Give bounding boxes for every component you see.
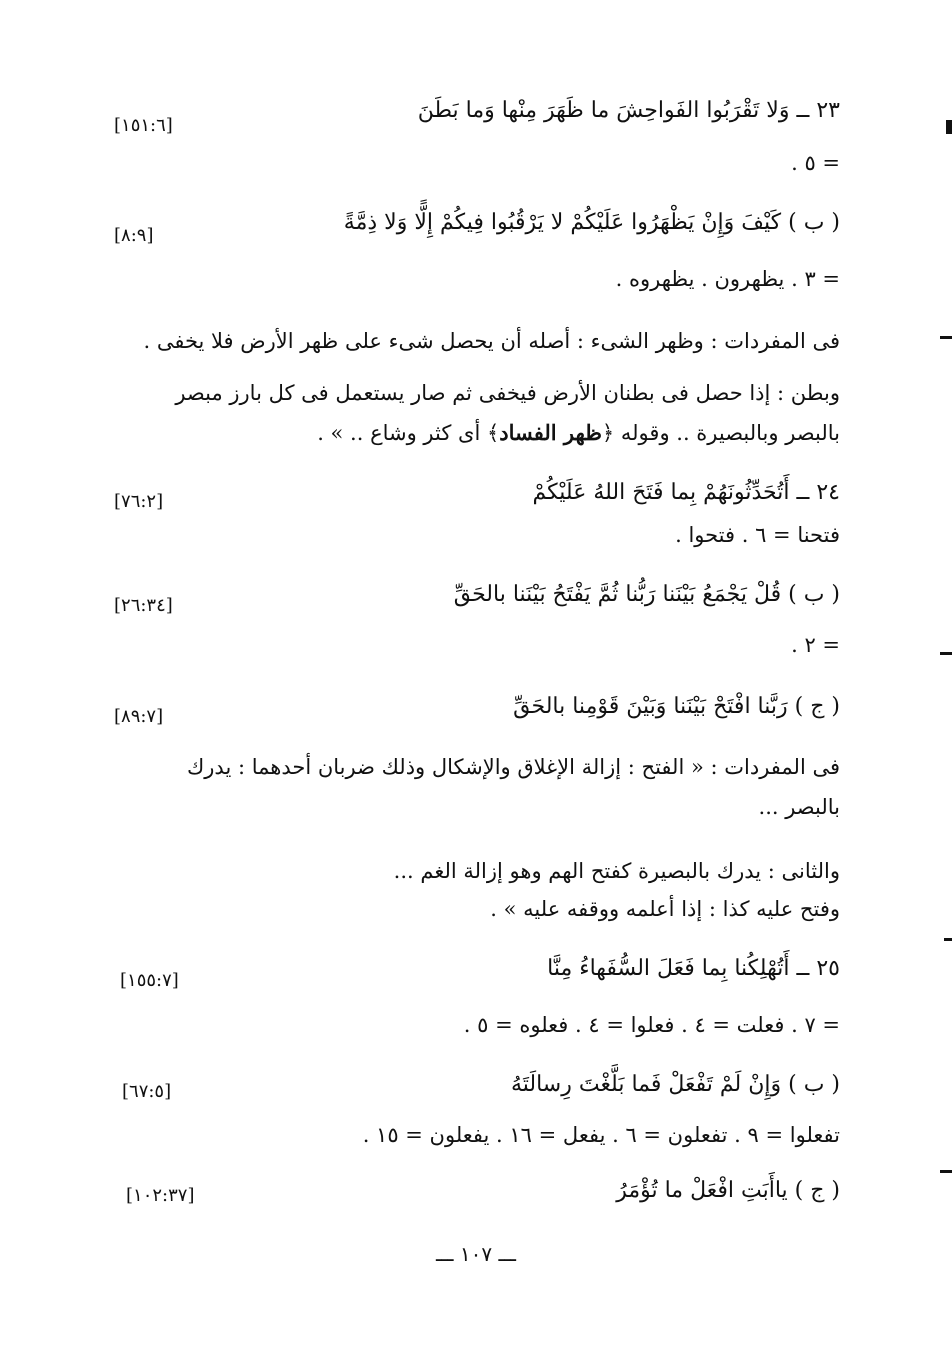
quran-verse-23: ٢٣ ــ وَلا تَقْرَبُوا الفَواحِشَ ما ظَهَرَ مِنْها وَما بَطَنَ bbox=[417, 98, 840, 123]
commentary-line: وفتح عليه كذا : إذا أعلمه ووقفه عليه » . bbox=[490, 897, 840, 921]
verse-reference: [٢٦:٣٤] bbox=[114, 595, 173, 616]
quoted-phrase: ظهر الفساد bbox=[499, 420, 602, 445]
quran-verse-25c: ( ج ) ياأَبَتِ افْعَلْ ما تُؤْمَرُ bbox=[616, 1178, 840, 1203]
commentary-line bbox=[317, 418, 840, 448]
scan-edge-mark bbox=[940, 1170, 952, 1173]
count-line: تفعلوا = ٩ . تفعلون = ٦ . يفعل = ١٦ . يفعلون = ١٥ . bbox=[362, 1123, 840, 1147]
verse-reference: [٨٩:٧] bbox=[114, 706, 164, 727]
quran-verse-24: ٢٤ ــ أَتُحَدِّثُونَهُمْ بِما فَتَحَ اللهُ عَلَيْكُمْ bbox=[532, 480, 840, 505]
verse-reference: [٨:٩] bbox=[114, 225, 154, 246]
verse-reference: [١٥٥:٧] bbox=[120, 970, 179, 991]
scan-edge-mark bbox=[944, 938, 952, 941]
commentary-line: بالبصر ... bbox=[758, 795, 840, 819]
count-line: = ٧ . فعلت = ٤ . فعلوا = ٤ . فعلوه = ٥ . bbox=[463, 1013, 840, 1037]
quran-verse-25: ٢٥ ــ أَتُهْلِكُنا بِما فَعَلَ السُّفَهاءُ مِنَّا bbox=[547, 956, 840, 981]
scan-edge-mark bbox=[940, 652, 952, 655]
commentary-line: فى المفردات : « الفتح : إزالة الإغلاق والإشكال وذلك ضربان أحدهما : يدرك bbox=[186, 755, 840, 779]
scan-edge-mark bbox=[946, 120, 952, 134]
verse-reference: [١٠٢:٣٧] bbox=[126, 1185, 195, 1206]
commentary-line: وبطن : إذا حصل فى بطنان الأرض فيخفى ثم صار يستعمل فى كل بارز مبصر bbox=[175, 381, 840, 405]
commentary-text: ﴾ أى كثر وشاع .. » . bbox=[317, 421, 500, 445]
quran-verse-25b: ( ب ) وَإِنْ لَمْ تَفْعَلْ فَما بَلَّغْتَ رِسالَتَهُ bbox=[510, 1072, 840, 1097]
count-line: = ٣ . يظهرون . يظهروه . bbox=[615, 267, 840, 291]
scan-edge-mark bbox=[940, 336, 952, 339]
commentary-text: بالبصر وبالبصيرة .. وقوله ﴿ bbox=[601, 421, 840, 445]
quran-verse-24b: ( ب ) قُلْ يَجْمَعُ بَيْنَنا رَبُّنا ثُمَّ يَفْتَحُ بَيْنَنا بالحَقِّ bbox=[453, 582, 840, 607]
commentary-line: والثانى : يدرك بالبصيرة كفتح الهم وهو إزالة الغم ... bbox=[393, 859, 840, 883]
page-number: ـــ ١٠٧ ـــ bbox=[435, 1242, 517, 1266]
verse-reference: [١٥١:٦] bbox=[114, 115, 173, 136]
count-line: فتحنا = ٦ . فتحوا . bbox=[675, 523, 840, 547]
verse-reference: [٦٧:٥] bbox=[122, 1081, 172, 1102]
count-line: = ٢ . bbox=[791, 633, 840, 657]
count-line: = ٥ . bbox=[791, 151, 840, 175]
quran-verse-23b: ( ب ) كَيْفَ وَإِنْ يَظْهَرُوا عَلَيْكُمْ لا يَرْقُبُوا فِيكُمْ إِلًّا وَلا ذِمَّةً bbox=[343, 210, 840, 235]
commentary-line: فى المفردات : وظهر الشىء : أصله أن يحصل شىء على ظهر الأرض فلا يخفى . bbox=[143, 329, 840, 353]
quran-verse-24c: ( ج ) رَبَّنا افْتَحْ بَيْنَنا وَبَيْنَ قَوْمِنا بالحَقِّ bbox=[513, 694, 840, 719]
verse-reference: [٧٦:٢] bbox=[114, 491, 164, 512]
